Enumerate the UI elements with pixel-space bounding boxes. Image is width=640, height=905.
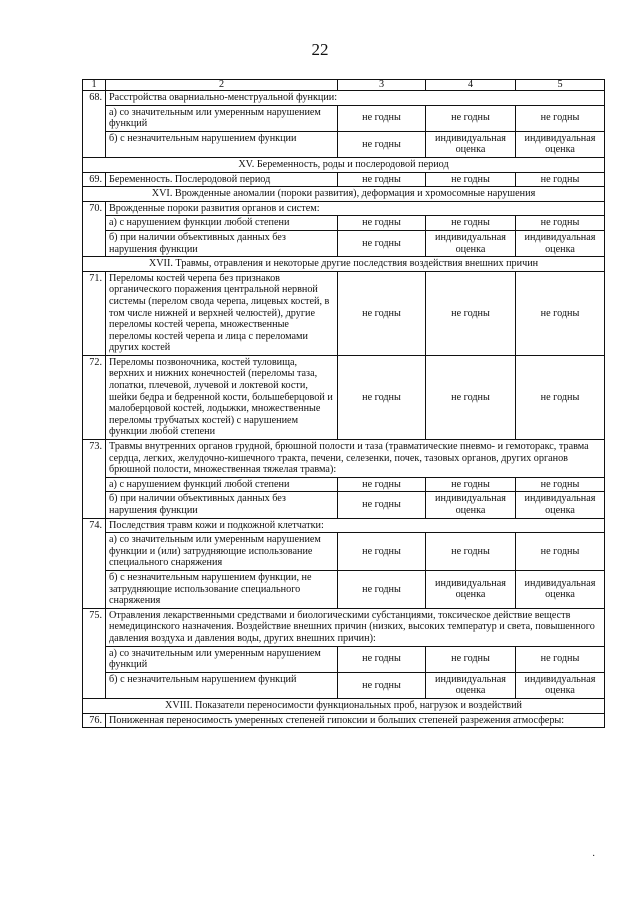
- item-text: Расстройства оварниально-менструальной функции:: [106, 91, 605, 106]
- col3-value: не годны: [338, 172, 426, 187]
- section-heading: XVI. Врожденные аномалии (пороки развития), деформация и хромосомные нарушения: [83, 187, 605, 202]
- col4-value: индивидуальная оценка: [426, 492, 516, 518]
- col3-value: не годны: [338, 216, 426, 231]
- table-subrow: [83, 492, 605, 518]
- subitem-text: б) при наличии объективных данных без нарушения функции: [106, 230, 338, 256]
- col3-value: не годны: [338, 492, 426, 518]
- scan-mark: ·: [592, 851, 596, 862]
- col5-value: не годны: [516, 355, 605, 439]
- item-text: Беременность. Послеродовой период: [106, 172, 338, 187]
- section-heading: XVII. Травмы, отравления и некоторые другие последствия воздействия внешних причин: [83, 257, 605, 272]
- table-subrow: [83, 131, 605, 157]
- col5-value: не годны: [516, 477, 605, 492]
- col5-value: индивидуальная оценка: [516, 230, 605, 256]
- table-subrow: [83, 477, 605, 492]
- item-text: Переломы позвоночника, костей туловища, верхних и нижних конечностей (переломы таза, лопатки, плечевой, лучевой и локтевой кости, шейки бедра и бедренной кости, большеберцовой и малоберцовой костей, лодыжки, множественные переломы трубчатых костей) с нарушением функции любой степени: [106, 355, 338, 439]
- header-cell: 2: [106, 80, 338, 91]
- col5-value: индивидуальная оценка: [516, 131, 605, 157]
- section-heading-row: [83, 257, 605, 272]
- subitem-text: а) с нарушением функции любой степени: [106, 216, 338, 231]
- subitem-text: а) со значительным или умеренным нарушением функции и (или) затрудняющие использование специального снаряжения: [106, 533, 338, 571]
- col5-value: не годны: [516, 105, 605, 131]
- col3-value: не годны: [338, 533, 426, 571]
- item-text: Последствия травм кожи и подкожной клетчатки:: [106, 518, 605, 533]
- item-number: 71.: [83, 271, 106, 355]
- item-text: Переломы костей черепа без признаков органического поражения центральной нервной системы (перелом свода черепа, лицевых костей, в том числе нижней и верхней челюстей), другие переломы костей черепа, множественные переломы костей черепа и лица с переломами других костей: [106, 271, 338, 355]
- header-cell: 4: [426, 80, 516, 91]
- table-subrow: [83, 230, 605, 256]
- table-row: [83, 713, 605, 728]
- subitem-text: б) с незначительным нарушением функции, не затрудняющие использование специального снаряжения: [106, 570, 338, 608]
- col3-value: не годны: [338, 570, 426, 608]
- col3-value: не годны: [338, 477, 426, 492]
- col4-value: индивидуальная оценка: [426, 230, 516, 256]
- col5-value: не годны: [516, 533, 605, 571]
- col4-value: не годны: [426, 533, 516, 571]
- table-row: [83, 440, 605, 478]
- col3-value: не годны: [338, 646, 426, 672]
- col4-value: не годны: [426, 105, 516, 131]
- item-number: 76.: [83, 713, 106, 728]
- col5-value: не годны: [516, 646, 605, 672]
- col4-value: не годны: [426, 172, 516, 187]
- item-text: Врожденные пороки развития органов и систем:: [106, 201, 605, 216]
- section-heading: XV. Беременность, роды и послеродовой период: [83, 157, 605, 172]
- item-number: 74.: [83, 518, 106, 608]
- col5-value: индивидуальная оценка: [516, 570, 605, 608]
- header-cell: 1: [83, 80, 106, 91]
- col3-value: не годны: [338, 271, 426, 355]
- item-number: 73.: [83, 440, 106, 519]
- page-number: 22: [311, 40, 329, 59]
- col3-value: не годны: [338, 131, 426, 157]
- item-number: 75.: [83, 608, 106, 698]
- col5-value: не годны: [516, 172, 605, 187]
- subitem-text: б) при наличии объективных данных без нарушения функции: [106, 492, 338, 518]
- col3-value: не годны: [338, 355, 426, 439]
- table-subrow: [83, 570, 605, 608]
- col4-value: не годны: [426, 216, 516, 231]
- col5-value: не годны: [516, 271, 605, 355]
- section-heading-row: [83, 157, 605, 172]
- subitem-text: а) со значительным или умеренным нарушением функций: [106, 105, 338, 131]
- item-number: 68.: [83, 91, 106, 158]
- col3-value: не годны: [338, 672, 426, 698]
- table-row: [83, 518, 605, 533]
- subitem-text: б) с незначительным нарушением функции: [106, 131, 338, 157]
- item-number: 69.: [83, 172, 106, 187]
- table-row: [83, 271, 605, 355]
- table-row: [83, 172, 605, 187]
- header-cell: 3: [338, 80, 426, 91]
- subitem-text: а) со значительным или умеренным нарушением функций: [106, 646, 338, 672]
- col4-value: индивидуальная оценка: [426, 672, 516, 698]
- table-row: [83, 91, 605, 106]
- col5-value: не годны: [516, 216, 605, 231]
- table-subrow: [83, 672, 605, 698]
- table-subrow: [83, 646, 605, 672]
- header-cell: 5: [516, 80, 605, 91]
- col3-value: не годны: [338, 230, 426, 256]
- section-heading: XVIII. Показатели переносимости функциональных проб, нагрузок и воздействий: [83, 698, 605, 713]
- item-number: 72.: [83, 355, 106, 439]
- item-text: Травмы внутренних органов грудной, брюшной полости и таза (травматические пневмо- и гемоторакс, травма сердца, легких, желудочно-кишечного тракта, печени, селезенки, почек, тазовых органов, других органов брюшной полости, множественная тяжелая травма):: [106, 440, 605, 478]
- col4-value: индивидуальная оценка: [426, 131, 516, 157]
- col4-value: не годны: [426, 355, 516, 439]
- col5-value: индивидуальная оценка: [516, 672, 605, 698]
- header-row: [83, 80, 605, 91]
- subitem-text: а) с нарушением функций любой степени: [106, 477, 338, 492]
- table-row: [83, 201, 605, 216]
- table-row: [83, 355, 605, 439]
- table-subrow: [83, 105, 605, 131]
- item-number: 70.: [83, 201, 106, 256]
- item-text: Пониженная переносимость умеренных степеней гипоксии и больших степеней разрежения атмосферы:: [106, 713, 605, 728]
- item-text: Отравления лекарственными средствами и биологическими субстанциями, токсическое действие веществ немедицинского назначения. Воздействие внешних причин (низких, высоких температур и света, повышенного давления воздуха и давления воды, других внешних причин):: [106, 608, 605, 646]
- subitem-text: б) с незначительным нарушением функций: [106, 672, 338, 698]
- col3-value: не годны: [338, 105, 426, 131]
- table-subrow: [83, 533, 605, 571]
- requirements-table: [82, 79, 605, 728]
- col5-value: индивидуальная оценка: [516, 492, 605, 518]
- col4-value: не годны: [426, 271, 516, 355]
- section-heading-row: [83, 187, 605, 202]
- col4-value: не годны: [426, 477, 516, 492]
- section-heading-row: [83, 698, 605, 713]
- table-row: [83, 608, 605, 646]
- col4-value: не годны: [426, 646, 516, 672]
- table-subrow: [83, 216, 605, 231]
- col4-value: индивидуальная оценка: [426, 570, 516, 608]
